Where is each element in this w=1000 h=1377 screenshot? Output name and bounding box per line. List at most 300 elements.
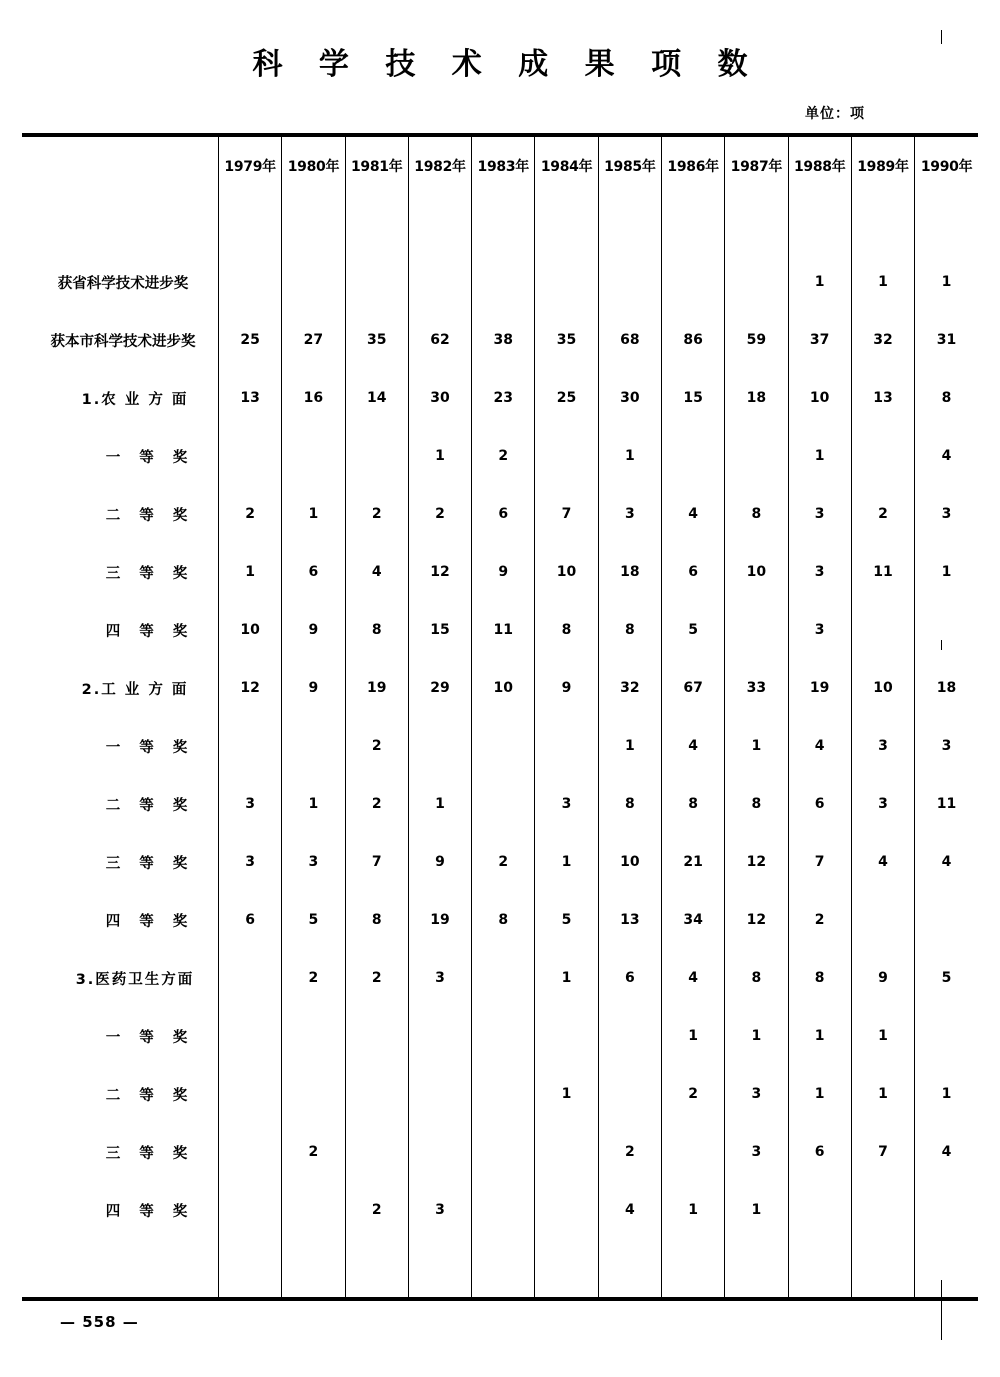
data-cell: 4 <box>788 717 851 775</box>
data-cell: 4 <box>661 717 724 775</box>
data-cell: 12 <box>725 833 788 891</box>
data-cell: 25 <box>219 311 282 369</box>
data-cell <box>219 427 282 485</box>
header-blank-corner <box>22 137 219 195</box>
data-cell <box>915 1181 978 1239</box>
data-cell: 1 <box>535 1065 598 1123</box>
tail-spacer-cell <box>408 1239 471 1297</box>
data-cell: 2 <box>598 1123 661 1181</box>
spacer-cell <box>219 195 282 253</box>
data-cell <box>725 427 788 485</box>
tail-spacer-cell <box>661 1239 724 1297</box>
data-cell: 3 <box>598 485 661 543</box>
data-cell: 5 <box>282 891 345 949</box>
data-cell: 8 <box>472 891 535 949</box>
data-cell: 1 <box>535 833 598 891</box>
data-cell <box>472 253 535 311</box>
data-cell: 9 <box>851 949 914 1007</box>
column-header-year: 1986年 <box>661 137 724 195</box>
row-label-cell <box>22 891 219 949</box>
column-header-year: 1981年 <box>345 137 408 195</box>
data-cell: 1 <box>788 427 851 485</box>
data-cell <box>219 717 282 775</box>
row-label-cell <box>22 775 219 833</box>
data-cell <box>282 253 345 311</box>
row-label: 四 等 奖 <box>105 623 195 640</box>
data-cell: 1 <box>788 1065 851 1123</box>
data-cell: 10 <box>219 601 282 659</box>
data-cell: 2 <box>472 427 535 485</box>
data-cell: 8 <box>345 601 408 659</box>
data-cell <box>472 717 535 775</box>
data-cell: 7 <box>345 833 408 891</box>
data-cell: 2 <box>219 485 282 543</box>
data-cell: 3 <box>282 833 345 891</box>
data-cell: 3 <box>788 485 851 543</box>
spacer-cell <box>788 195 851 253</box>
row-label-cell <box>22 659 219 717</box>
data-cell: 13 <box>851 369 914 427</box>
data-cell <box>219 1007 282 1065</box>
data-cell: 3 <box>851 717 914 775</box>
data-cell: 3 <box>219 775 282 833</box>
data-cell: 7 <box>851 1123 914 1181</box>
data-cell: 1 <box>282 775 345 833</box>
data-cell: 68 <box>598 311 661 369</box>
data-cell: 3 <box>535 775 598 833</box>
data-cell: 5 <box>661 601 724 659</box>
data-cell <box>472 949 535 1007</box>
tail-spacer-cell <box>851 1239 914 1297</box>
data-cell <box>472 775 535 833</box>
data-cell <box>851 427 914 485</box>
data-cell: 16 <box>282 369 345 427</box>
statistics-table-container <box>22 133 978 1301</box>
data-cell: 4 <box>598 1181 661 1239</box>
table-row <box>22 427 978 485</box>
row-label: 1.农 业 方 面 <box>81 391 189 408</box>
data-cell: 10 <box>851 659 914 717</box>
row-label: 一 等 奖 <box>105 739 195 756</box>
data-cell <box>535 1007 598 1065</box>
data-cell: 12 <box>219 659 282 717</box>
data-cell: 32 <box>598 659 661 717</box>
data-cell: 1 <box>661 1181 724 1239</box>
data-cell: 2 <box>282 949 345 1007</box>
column-header-year: 1984年 <box>535 137 598 195</box>
table-row <box>22 1065 978 1123</box>
data-cell: 6 <box>788 775 851 833</box>
data-cell: 4 <box>915 427 978 485</box>
data-cell: 12 <box>725 891 788 949</box>
data-cell <box>282 1007 345 1065</box>
data-cell: 7 <box>535 485 598 543</box>
table-spacer-row <box>22 195 978 253</box>
tail-spacer-cell <box>282 1239 345 1297</box>
data-cell <box>915 601 978 659</box>
data-cell <box>661 427 724 485</box>
row-label-cell <box>22 543 219 601</box>
data-cell: 10 <box>725 543 788 601</box>
data-cell <box>535 1123 598 1181</box>
data-cell: 10 <box>598 833 661 891</box>
data-cell: 1 <box>851 1065 914 1123</box>
data-cell: 21 <box>661 833 724 891</box>
data-cell: 32 <box>851 311 914 369</box>
unit-note: 单位：项 <box>805 106 865 122</box>
data-cell: 19 <box>345 659 408 717</box>
data-cell <box>472 1065 535 1123</box>
table-header <box>22 137 978 195</box>
data-cell: 2 <box>345 1181 408 1239</box>
data-cell: 23 <box>472 369 535 427</box>
row-label-cell <box>22 949 219 1007</box>
column-header-year: 1985年 <box>598 137 661 195</box>
row-label: 一 等 奖 <box>105 1029 195 1046</box>
data-cell: 38 <box>472 311 535 369</box>
table-row <box>22 601 978 659</box>
data-cell: 4 <box>345 543 408 601</box>
data-cell <box>725 601 788 659</box>
data-cell: 2 <box>851 485 914 543</box>
data-cell: 1 <box>788 253 851 311</box>
data-cell <box>408 717 471 775</box>
row-label-cell <box>22 833 219 891</box>
data-cell: 8 <box>598 775 661 833</box>
data-cell: 6 <box>219 891 282 949</box>
data-cell: 86 <box>661 311 724 369</box>
data-cell: 1 <box>598 717 661 775</box>
data-cell: 1 <box>851 253 914 311</box>
data-cell: 2 <box>788 891 851 949</box>
table-row <box>22 891 978 949</box>
data-cell: 2 <box>282 1123 345 1181</box>
data-cell: 9 <box>282 659 345 717</box>
data-cell <box>598 1007 661 1065</box>
data-cell: 10 <box>788 369 851 427</box>
data-cell: 10 <box>472 659 535 717</box>
tail-spacer-cell <box>535 1239 598 1297</box>
data-cell <box>345 253 408 311</box>
data-cell <box>345 1007 408 1065</box>
table-bottom-rule <box>22 1297 978 1301</box>
spacer-cell <box>851 195 914 253</box>
spacer-cell <box>282 195 345 253</box>
data-cell: 13 <box>598 891 661 949</box>
column-header-year: 1983年 <box>472 137 535 195</box>
data-cell: 67 <box>661 659 724 717</box>
data-cell <box>345 1065 408 1123</box>
row-label: 二 等 奖 <box>105 507 195 524</box>
data-cell: 18 <box>915 659 978 717</box>
data-cell <box>219 1123 282 1181</box>
data-cell <box>408 1123 471 1181</box>
data-cell <box>472 1007 535 1065</box>
data-cell <box>472 1123 535 1181</box>
row-label: 获省科学技术进步奖 <box>57 275 189 292</box>
column-header-year: 1989年 <box>851 137 914 195</box>
data-cell <box>345 1123 408 1181</box>
spacer-cell <box>345 195 408 253</box>
row-label: 三 等 奖 <box>105 855 195 872</box>
data-cell: 29 <box>408 659 471 717</box>
data-cell <box>851 601 914 659</box>
data-cell: 13 <box>219 369 282 427</box>
data-cell: 1 <box>915 1065 978 1123</box>
spacer-cell <box>472 195 535 253</box>
data-cell <box>851 1181 914 1239</box>
data-cell <box>345 427 408 485</box>
data-cell: 1 <box>219 543 282 601</box>
data-cell: 3 <box>408 1181 471 1239</box>
data-cell: 12 <box>408 543 471 601</box>
data-cell: 6 <box>598 949 661 1007</box>
data-cell: 1 <box>535 949 598 1007</box>
data-cell: 1 <box>661 1007 724 1065</box>
data-cell: 34 <box>661 891 724 949</box>
data-cell: 3 <box>915 485 978 543</box>
data-cell <box>915 1007 978 1065</box>
data-cell: 2 <box>345 949 408 1007</box>
data-cell <box>915 891 978 949</box>
tail-spacer-cell <box>598 1239 661 1297</box>
data-cell: 35 <box>345 311 408 369</box>
data-cell: 3 <box>915 717 978 775</box>
data-cell: 5 <box>915 949 978 1007</box>
data-cell <box>788 1181 851 1239</box>
data-cell: 1 <box>282 485 345 543</box>
data-cell: 1 <box>408 775 471 833</box>
data-cell: 9 <box>408 833 471 891</box>
data-cell <box>408 1065 471 1123</box>
data-cell <box>282 717 345 775</box>
table-header-row <box>22 137 978 195</box>
data-cell <box>282 1181 345 1239</box>
spacer-cell <box>535 195 598 253</box>
row-label-cell <box>22 601 219 659</box>
data-cell: 2 <box>661 1065 724 1123</box>
row-label-cell <box>22 311 219 369</box>
column-header-year: 1982年 <box>408 137 471 195</box>
table-row <box>22 833 978 891</box>
data-cell: 8 <box>345 891 408 949</box>
scan-edge-mark-bottom <box>941 1280 942 1340</box>
spacer-cell <box>915 195 978 253</box>
data-cell: 6 <box>661 543 724 601</box>
data-cell: 6 <box>282 543 345 601</box>
data-cell: 18 <box>725 369 788 427</box>
data-cell: 9 <box>535 659 598 717</box>
table-row <box>22 253 978 311</box>
data-cell <box>535 427 598 485</box>
row-label: 获本市科学技术进步奖 <box>50 333 196 350</box>
data-cell: 3 <box>788 543 851 601</box>
data-cell <box>282 1065 345 1123</box>
data-cell: 2 <box>472 833 535 891</box>
table-row <box>22 1181 978 1239</box>
data-cell <box>282 427 345 485</box>
data-cell <box>219 1181 282 1239</box>
row-label: 3.医药卫生方面 <box>75 971 195 988</box>
data-cell: 8 <box>725 775 788 833</box>
data-cell: 3 <box>725 1065 788 1123</box>
row-label: 三 等 奖 <box>105 1145 195 1162</box>
table-row <box>22 659 978 717</box>
row-label-cell <box>22 1181 219 1239</box>
data-cell <box>219 1065 282 1123</box>
row-label-cell <box>22 485 219 543</box>
data-cell: 2 <box>345 485 408 543</box>
data-cell: 27 <box>282 311 345 369</box>
data-cell: 2 <box>345 717 408 775</box>
tail-spacer-cell <box>472 1239 535 1297</box>
row-label: 一 等 奖 <box>105 449 195 466</box>
table-row <box>22 775 978 833</box>
data-cell <box>535 253 598 311</box>
tail-spacer-cell <box>219 1239 282 1297</box>
table-body <box>22 195 978 1297</box>
data-cell: 1 <box>725 1181 788 1239</box>
table-row <box>22 717 978 775</box>
data-cell: 8 <box>661 775 724 833</box>
data-cell: 18 <box>598 543 661 601</box>
row-label-cell <box>22 1065 219 1123</box>
table-row <box>22 1007 978 1065</box>
data-cell: 3 <box>851 775 914 833</box>
data-cell: 14 <box>345 369 408 427</box>
table-row <box>22 485 978 543</box>
data-cell: 59 <box>725 311 788 369</box>
page-title: 科 学 技 术 成 果 项 数 <box>252 47 761 82</box>
data-cell: 11 <box>915 775 978 833</box>
data-cell: 6 <box>472 485 535 543</box>
table-row <box>22 543 978 601</box>
data-cell: 3 <box>725 1123 788 1181</box>
data-cell <box>598 1065 661 1123</box>
row-label-cell <box>22 253 219 311</box>
data-cell: 4 <box>915 1123 978 1181</box>
data-cell: 8 <box>725 949 788 1007</box>
row-label: 四 等 奖 <box>105 1203 195 1220</box>
data-cell: 30 <box>598 369 661 427</box>
row-label-cell <box>22 1007 219 1065</box>
data-cell: 35 <box>535 311 598 369</box>
data-cell: 4 <box>661 485 724 543</box>
data-cell: 8 <box>725 485 788 543</box>
data-cell: 8 <box>535 601 598 659</box>
data-cell: 1 <box>598 427 661 485</box>
data-cell <box>661 253 724 311</box>
data-cell <box>598 253 661 311</box>
row-label-cell <box>22 369 219 427</box>
tail-spacer-cell <box>788 1239 851 1297</box>
data-cell: 31 <box>915 311 978 369</box>
spacer-cell <box>661 195 724 253</box>
data-cell: 9 <box>472 543 535 601</box>
data-cell <box>535 717 598 775</box>
data-cell <box>535 1181 598 1239</box>
data-cell: 11 <box>851 543 914 601</box>
data-cell: 1 <box>408 427 471 485</box>
column-header-year: 1987年 <box>725 137 788 195</box>
data-cell: 8 <box>598 601 661 659</box>
data-cell: 1 <box>915 253 978 311</box>
data-cell: 4 <box>661 949 724 1007</box>
data-cell: 19 <box>788 659 851 717</box>
data-cell: 11 <box>472 601 535 659</box>
table-tail-spacer-row <box>22 1239 978 1297</box>
data-cell: 8 <box>915 369 978 427</box>
data-cell: 3 <box>408 949 471 1007</box>
data-cell: 33 <box>725 659 788 717</box>
row-label-cell <box>22 1123 219 1181</box>
data-cell: 15 <box>661 369 724 427</box>
data-cell: 2 <box>408 485 471 543</box>
row-label-cell <box>22 717 219 775</box>
data-cell: 1 <box>725 1007 788 1065</box>
data-cell <box>472 1181 535 1239</box>
data-cell: 15 <box>408 601 471 659</box>
spacer-cell <box>725 195 788 253</box>
spacer-cell <box>408 195 471 253</box>
data-cell: 62 <box>408 311 471 369</box>
column-header-year: 1990年 <box>915 137 978 195</box>
row-label: 2.工 业 方 面 <box>81 681 189 698</box>
data-cell: 5 <box>535 891 598 949</box>
data-cell: 2 <box>345 775 408 833</box>
row-label: 二 等 奖 <box>105 797 195 814</box>
table-row <box>22 369 978 427</box>
data-cell: 9 <box>282 601 345 659</box>
data-cell: 4 <box>915 833 978 891</box>
tail-spacer-label-cell <box>22 1239 219 1297</box>
data-cell: 7 <box>788 833 851 891</box>
scan-edge-mark-top <box>941 30 942 44</box>
data-cell: 4 <box>851 833 914 891</box>
tail-spacer-cell <box>915 1239 978 1297</box>
row-label: 三 等 奖 <box>105 565 195 582</box>
data-cell <box>851 891 914 949</box>
row-label-cell <box>22 427 219 485</box>
data-cell: 1 <box>915 543 978 601</box>
data-cell <box>219 949 282 1007</box>
table-row <box>22 949 978 1007</box>
table-row <box>22 1123 978 1181</box>
data-cell: 37 <box>788 311 851 369</box>
data-cell: 1 <box>851 1007 914 1065</box>
data-cell: 1 <box>725 717 788 775</box>
data-cell: 10 <box>535 543 598 601</box>
data-cell <box>725 253 788 311</box>
row-label: 四 等 奖 <box>105 913 195 930</box>
data-cell: 1 <box>788 1007 851 1065</box>
spacer-cell <box>598 195 661 253</box>
data-cell <box>661 1123 724 1181</box>
row-label: 二 等 奖 <box>105 1087 195 1104</box>
data-cell: 8 <box>788 949 851 1007</box>
data-cell <box>219 253 282 311</box>
data-cell: 6 <box>788 1123 851 1181</box>
data-cell: 30 <box>408 369 471 427</box>
column-header-year: 1980年 <box>282 137 345 195</box>
data-cell: 25 <box>535 369 598 427</box>
data-cell: 3 <box>219 833 282 891</box>
column-header-year: 1988年 <box>788 137 851 195</box>
scan-edge-mark-mid <box>941 640 942 650</box>
statistics-table <box>22 137 978 1297</box>
page-number: — 558 — <box>60 1313 139 1331</box>
data-cell <box>408 253 471 311</box>
